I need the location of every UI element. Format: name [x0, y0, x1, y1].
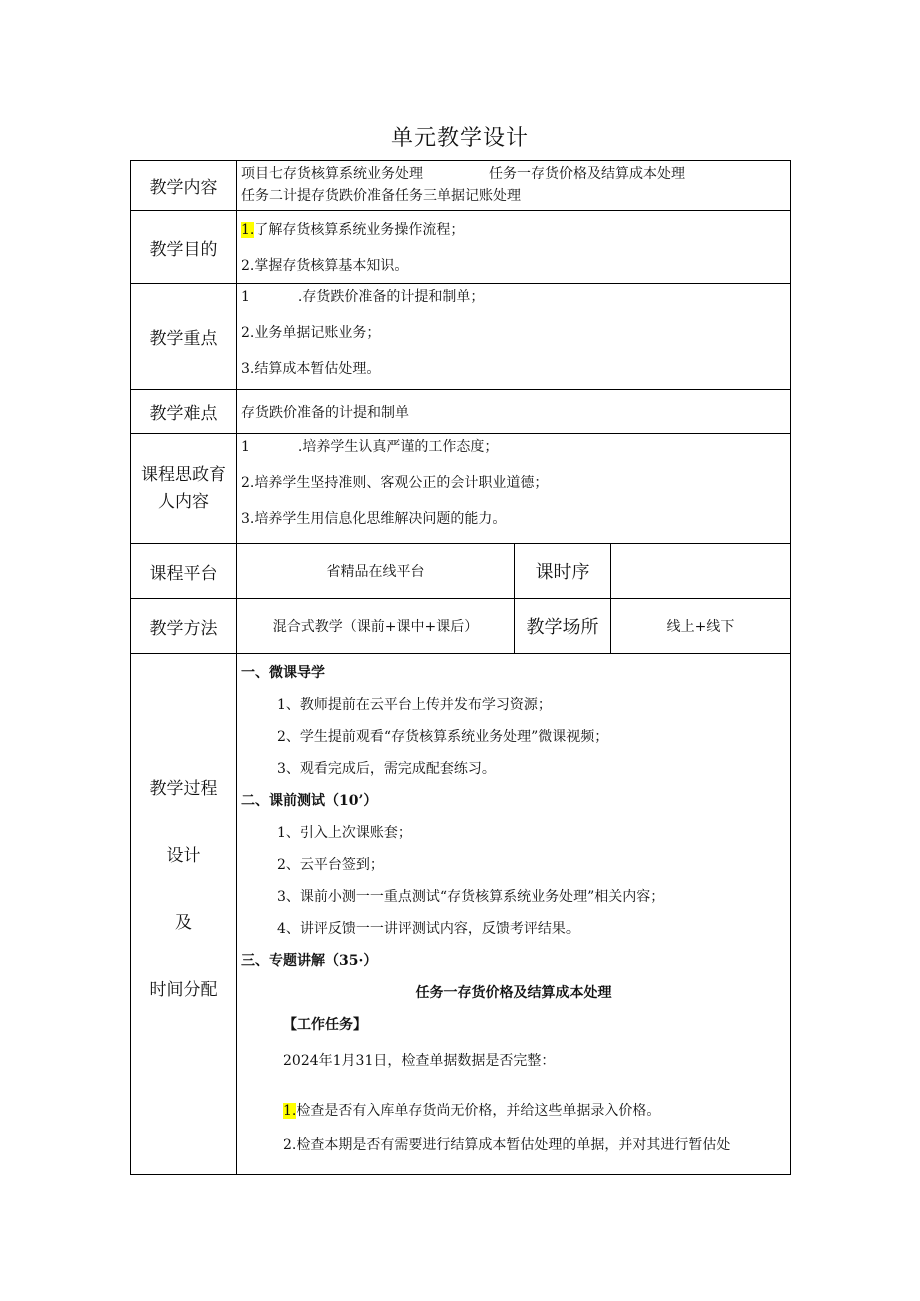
difficulty-text: 存货跌价准备的计提和制单 — [237, 390, 791, 434]
sec2-item: 2、云平台签到； — [277, 857, 384, 873]
sec1-item: 2、学生提前观看“存货核算系统业务处理”微课视频； — [277, 729, 609, 745]
sec3-title: 三、专题讲解（35·） — [241, 953, 378, 969]
sec2-item: 3、课前小测一一重点测试“存货核算系统业务处理”相关内容； — [277, 889, 665, 905]
page-title: 单元教学设计 — [390, 126, 529, 151]
sec1-item: 1、教师提前在云平台上传并发布学习资源； — [277, 697, 552, 713]
method-value: 混合式教学（课前+课中+课后） — [237, 599, 515, 654]
content-line1a: 项目七存货核算系统业务处理 — [241, 166, 423, 182]
ideology-item3: 3.培养学生用信息化思维解决问题的能力。 — [241, 511, 507, 527]
ideology-item2: 2.培养学生坚持准则、客观公正的会计职业道德； — [241, 475, 549, 491]
key-item2: 2.业务单据记账业务； — [241, 325, 381, 341]
lesson-order-label: 课时序 — [515, 544, 611, 599]
step1-num: 1. — [283, 1103, 297, 1119]
goal-item1-text: 了解存货核算系统业务操作流程； — [254, 222, 465, 238]
method-label: 教学方法 — [131, 599, 237, 654]
content-line2: 任务二计提存货跌价准备任务三单据记账处理 — [241, 188, 521, 204]
platform-label: 课程平台 — [131, 544, 237, 599]
row-ideology — [131, 434, 791, 544]
row-method — [131, 599, 791, 654]
platform-value: 省精品在线平台 — [237, 544, 515, 599]
content-label: 教学内容 — [131, 161, 237, 211]
sec2-item: 4、讲评反馈一一讲评测试内容，反馈考评结果。 — [277, 921, 580, 937]
lesson-design-table — [130, 160, 791, 1175]
venue-label: 教学场所 — [515, 599, 611, 654]
key-cell — [237, 284, 791, 390]
row-goal — [131, 211, 791, 284]
row-process — [131, 654, 791, 1175]
ideology-cell — [237, 434, 791, 544]
task-title: 任务一存货价格及结算成本处理 — [415, 985, 612, 1001]
goal-label: 教学目的 — [131, 211, 237, 284]
key-item3: 3.结算成本暂估处理。 — [241, 361, 381, 377]
step2: 2.检查本期是否有需要进行结算成本暂估处理的单据，并对其进行暂估处 — [283, 1137, 731, 1153]
sec2-item: 1、引入上次课账套； — [277, 825, 412, 841]
venue-value: 线上+线下 — [611, 599, 791, 654]
goal-item2: 2.掌握存货核算基本知识。 — [241, 258, 409, 274]
content-cell — [237, 161, 791, 211]
sec1-title: 一、微课导学 — [241, 665, 325, 681]
goal-item1-num: 1. — [241, 222, 255, 238]
difficulty-label: 教学难点 — [131, 390, 237, 434]
sec1-item: 3、观看完成后，需完成配套练习。 — [277, 761, 496, 777]
row-key-points — [131, 284, 791, 390]
sec2-title: 二、课前测试（10’） — [241, 793, 378, 809]
process-label: 教学过程 设计 及 时间分配 — [131, 654, 237, 1175]
step1-text: 检查是否有入库单存货尚无价格，并给这些单据录入价格。 — [296, 1103, 661, 1119]
key-item1-num: 1 — [241, 289, 250, 305]
process-cell — [237, 654, 791, 1175]
ideology-item1-text: .培养学生认真严谨的工作态度； — [297, 439, 499, 455]
key-item1-text: .存货跌价准备的计提和制单； — [297, 289, 485, 305]
goal-cell — [237, 211, 791, 284]
key-label: 教学重点 — [131, 284, 237, 390]
row-difficulty — [131, 390, 791, 434]
ideology-item1-num: 1 — [241, 439, 250, 455]
row-content — [131, 161, 791, 211]
work-task-heading: 【工作任务】 — [283, 1017, 367, 1033]
ideology-label: 课程思政育人内容 — [131, 434, 237, 544]
row-platform — [131, 544, 791, 599]
date-line: 2024年1月31日，检查单据数据是否完整： — [283, 1053, 556, 1069]
lesson-order-value — [611, 544, 791, 599]
content-line1b: 任务一存货价格及结算成本处理 — [489, 166, 685, 182]
